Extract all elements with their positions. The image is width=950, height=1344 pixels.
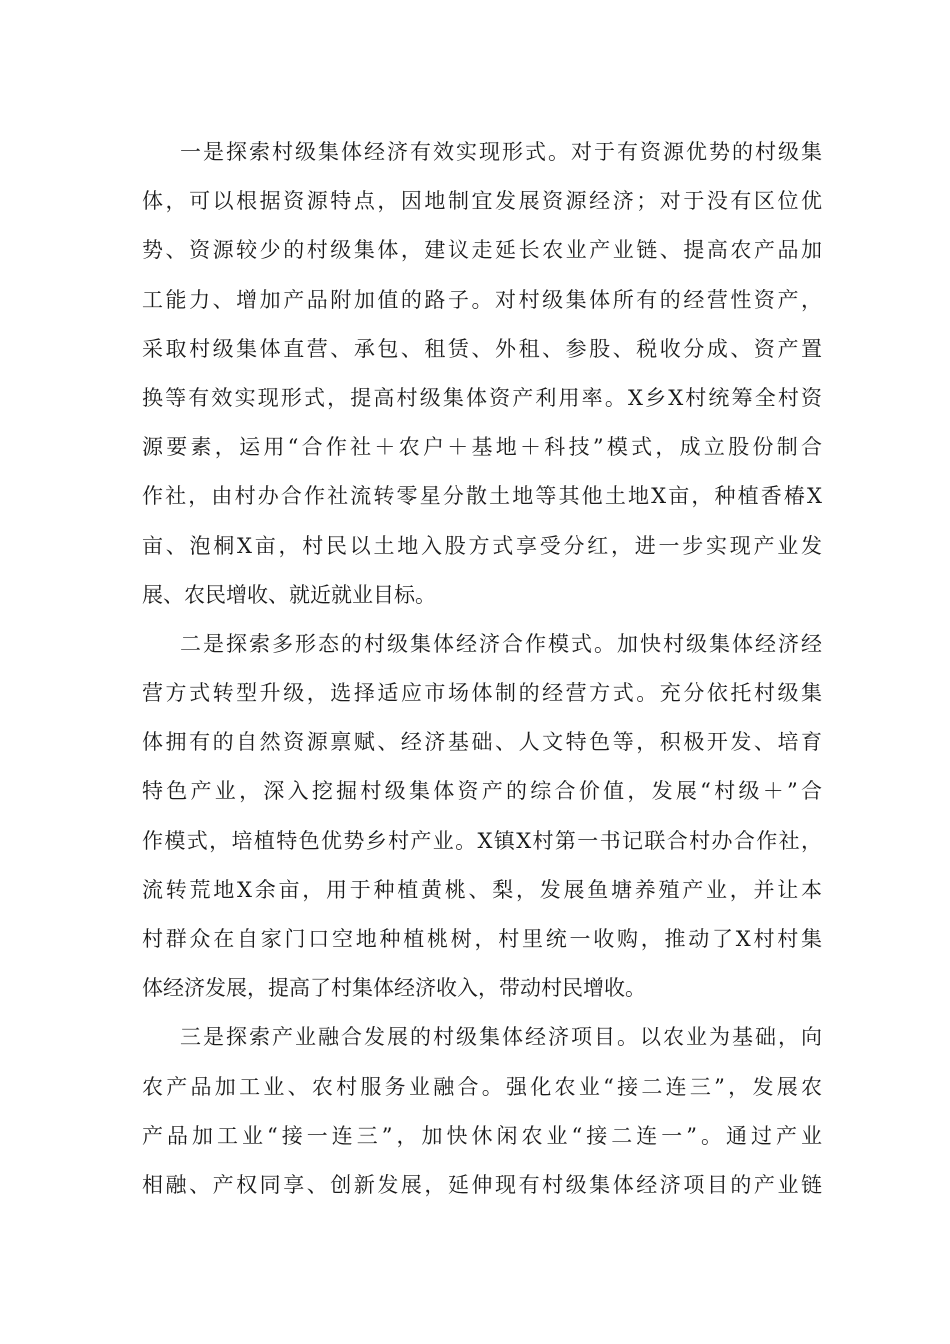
- text-line: 营方式转型升级，选择适应市场体制的经营方式。充分依托村级集: [142, 681, 822, 706]
- text-line: 源要素，运用“合作社＋农户＋基地＋科技”模式，成立股份制合: [142, 435, 822, 460]
- text-line: 相融、产权同享、创新发展，延伸现有村级集体经济项目的产业链: [142, 1172, 822, 1197]
- document-body: [142, 128, 822, 1210]
- text-line: 作社，由村办合作社流转零星分散土地等其他土地X亩，种植香椿X: [142, 484, 822, 509]
- text-line: 采取村级集体直营、承包、租赁、外租、参股、税收分成、资产置: [142, 336, 822, 361]
- text-line: 作模式，培植特色优势乡村产业。X镇X村第一书记联合村办合作社，: [142, 828, 822, 853]
- text-line: 体，可以根据资源特点，因地制宜发展资源经济；对于没有区位优: [142, 189, 822, 214]
- text-line: 工能力、增加产品附加值的路子。对村级集体所有的经营性资产，: [142, 287, 822, 312]
- text-line: 亩、泡桐X亩，村民以土地入股方式享受分红，进一步实现产业发: [142, 533, 822, 558]
- text-line: 势、资源较少的村级集体，建议走延长农业产业链、提高农产品加: [142, 238, 822, 263]
- text-line: 二是探索多形态的村级集体经济合作模式。加快村级集体经济经: [180, 631, 822, 656]
- text-line: 体经济发展，提高了村集体经济收入，带动村民增收。: [142, 976, 646, 1001]
- text-line: 农产品加工业、农村服务业融合。强化农业“接二连三”，发展农: [142, 1074, 822, 1099]
- text-line: 三是探索产业融合发展的村级集体经济项目。以农业为基础，向: [180, 1025, 822, 1050]
- text-line: 流转荒地X余亩，用于种植黄桃、梨，发展鱼塘养殖产业，并让本: [142, 877, 822, 902]
- text-line: 特色产业，深入挖掘村级集体资产的综合价值，发展“村级＋”合: [142, 779, 822, 804]
- text-line: 村群众在自家门口空地种植桃树，村里统一收购，推动了X村村集: [142, 927, 822, 951]
- text-line: 换等有效实现形式，提高村级集体资产利用率。X乡X村统筹全村资: [142, 385, 822, 410]
- text-line: 产品加工业“接一连三”，加快休闲农业“接二连一”。通过产业: [142, 1123, 822, 1148]
- paragraph-3: [142, 1013, 822, 1210]
- text-line: 展、农民增收、就近就业目标。: [142, 582, 436, 607]
- paragraph-1: [142, 128, 822, 620]
- text-line: 一是探索村级集体经济有效实现形式。对于有资源优势的村级集: [180, 140, 822, 164]
- text-line: 体拥有的自然资源禀赋、经济基础、人文特色等，积极开发、培育: [142, 730, 822, 755]
- paragraph-2: [142, 620, 822, 1014]
